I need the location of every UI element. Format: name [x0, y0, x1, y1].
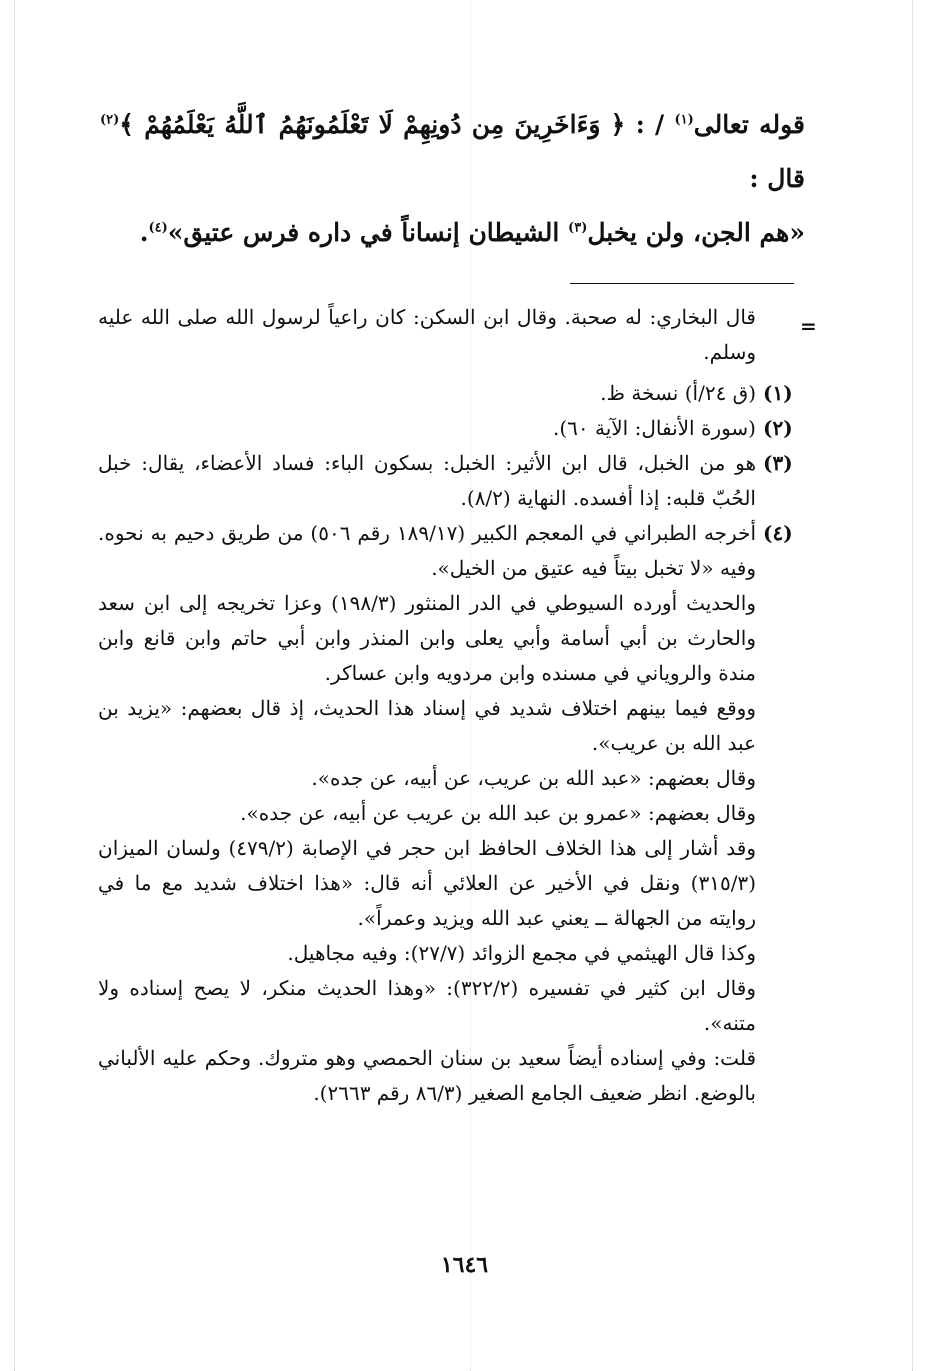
- footnote-4-paragraph-8: قلت: وفي إسناده أيضاً سعيد بن سنان الحمصي وهو متروك. وحكم عليه الألباني بالوضع. انظر ضعيف الجامع الصغير (٨٦/٣ رقم ٢٦٦٣).: [98, 1046, 756, 1105]
- main-line-2: «هم الجن، ولن يخبل$^{(٣)}$ الشيطان إنساناً في داره فرس عتيق»$^{(٤)}$.: [139, 218, 805, 247]
- footnote-2: (٢) (سورة الأنفال: الآية ٦٠).: [98, 411, 756, 446]
- page-number: ١٦٤٦: [440, 1252, 489, 1278]
- scan-margin-line: [912, 0, 913, 1371]
- continuation-mark: =: [800, 314, 817, 338]
- footnote-4-paragraph-4: وقال بعضهم: «عمرو بن عبد الله بن عريب عن أبيه، عن جده».: [240, 801, 756, 825]
- main-line-1: قوله تعالى$^{(١)}$ / : ﴿ وَءَاخَرِينَ مِن دُونِهِمْ لَا تَعْلَمُونَهُمُ ٱللَّهُ يَعْلَمُهُمْ ﴾$^{(٢)}$ قال :: [100, 110, 805, 193]
- footnote-ref-2[interactable]: (٢): [100, 112, 120, 128]
- footnote-number-1: (١): [763, 381, 793, 405]
- footnote-3: (٣) هو من الخبل، قال ابن الأثير: الخبل: بسكون الباء: فساد الأعضاء، يقال: خبل الحُبّ قلبه: إذا أفسده. النهاية (٨/٢).: [98, 446, 756, 516]
- footnote-continuation: قال البخاري: له صحبة. وقال ابن السكن: كان راعياً لرسول الله صلى الله عليه وسلم.: [98, 305, 756, 364]
- footnote-4: (٤) أخرجه الطبراني في المعجم الكبير (١٨٩/١٧ رقم ٥٠٦) من طريق دحيم به نحوه. وفيه «لا تخبل بيتاً فيه عتيق من الخيل».: [98, 516, 756, 586]
- main-text: [100, 98, 805, 260]
- footnote-4-paragraph-6: وكذا قال الهيثمي في مجمع الزوائد (٢٧/٧): وفيه مجاهيل.: [287, 941, 756, 965]
- footnote-ref-3[interactable]: (٣): [568, 220, 588, 236]
- scan-margin-line: [14, 0, 15, 1371]
- footnote-ref-4[interactable]: (٤): [148, 220, 168, 236]
- footnote-4-paragraph-2: ووقع فيما بينهم اختلاف شديد في إسناد هذا الحديث، إذ قال بعضهم: «يزيد بن عبد الله بن عريب».: [98, 696, 756, 755]
- footnote-number-2: (٢): [763, 416, 793, 440]
- footnotes: [98, 300, 793, 1111]
- footnote-4-paragraph-5: وقد أشار إلى هذا الخلاف الحافظ ابن حجر في الإصابة (٤٧٩/٢) ولسان الميزان (٣١٥/٣) ونقل في الأخير عن العلائي أنه قال: «هذا اختلاف شديد مع ما في روايته من الجهالة ــ يعني عبد الله ويزيد وعمراً».: [98, 836, 756, 930]
- footnote-ref-1[interactable]: (١): [674, 112, 694, 128]
- footnote-separator: [570, 283, 794, 284]
- footnote-number-4: (٤): [763, 521, 793, 545]
- footnote-4-paragraph-3: وقال بعضهم: «عبد الله بن عريب، عن أبيه، عن جده».: [311, 766, 756, 790]
- footnote-number-3: (٣): [763, 451, 793, 475]
- footnote-4-paragraph-7: وقال ابن كثير في تفسيره (٣٢٢/٢): «وهذا الحديث منكر، لا يصح إسناده ولا متنه».: [98, 976, 756, 1035]
- footnote-1: (١) (ق ٢٤/أ) نسخة ظ.: [98, 376, 756, 411]
- footnote-4-paragraph-1: والحديث أورده السيوطي في الدر المنثور (١٩٨/٣) وعزا تخريجه إلى ابن سعد والحارث بن أبي أسامة وأبي يعلى وابن المنذر وابن أبي حاتم وابن قانع وابن مندة والروياني في مسنده وابن مردويه وابن عساكر.: [98, 591, 757, 685]
